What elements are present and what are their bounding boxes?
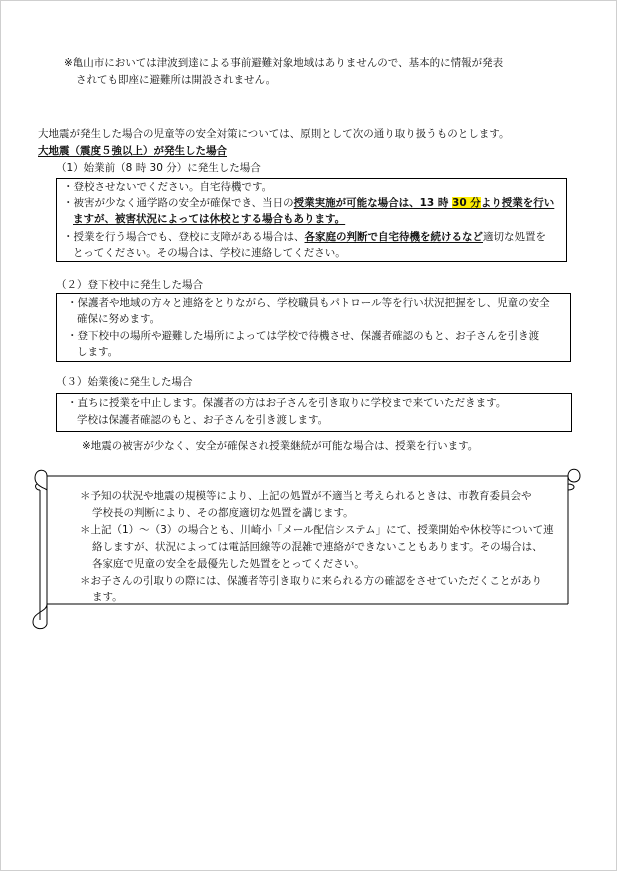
section2-line3: ・登下校中の場所や避難した場所によっては学校で待機させ、保護者確認のもと、お子さんを引き渡 [67, 330, 540, 342]
section3-line2: 学校は保護者確認のもと、お子さんを引き渡します。 [77, 414, 329, 426]
section1-line2-post: より授業を行い [480, 197, 555, 209]
tsunami-notice-line2: されても即座に避難所は開設されません。 [76, 74, 277, 86]
intro-text: 大地震が発生した場合の児童等の安全対策については、原則として次の通り取り扱うものとします。 [38, 128, 510, 140]
scroll-item2-line2: 絡しますが、状況によっては電話回線等の混雑で連絡ができないこともあります。その場合は、 [92, 541, 543, 553]
section1-line4-pre: ・授業を行う場合でも、登校に支障がある場合は、 [63, 231, 305, 243]
section1-label: （1）始業前（8 時 30 分）に発生した場合 [56, 162, 261, 174]
section1-line5: とってください。その場合は、学校に連絡してください。 [73, 247, 346, 259]
tsunami-notice-line1: ※亀山市においては津波到達による事前避難対象地域はありませんので、基本的に情報が発表 [64, 57, 504, 69]
section1-line4-underlined: 各家庭の判断で自宅待機を続けるなど [304, 231, 483, 243]
section3-line1: ・直ちに授業を中止します。保護者の方はお子さんを引き取りに学校まで来ていただきます。 [67, 397, 507, 409]
scroll-item1-line2: 学校長の判断により、その都度適切な処置を講じます。 [92, 507, 354, 519]
scroll-item3-line2: ます。 [92, 591, 123, 603]
major-earthquake-heading: 大地震（震度５強以上）が発生した場合 [38, 145, 227, 157]
scroll-item1-line1: ＊予知の状況や地震の規模等により、上記の処置が不適当と考えられるときは、市教育委員会や [80, 490, 532, 502]
section1-line3: ますが、被害状況によっては休校とする場合もあります。 [73, 213, 346, 225]
section1-line2-highlight: 30 分 [452, 197, 481, 209]
section2-line1: ・保護者や地域の方々と連絡をとりながら、学校職員もパトロール等を行い状況把握をし、児童の安全 [67, 297, 550, 309]
section2-line2: 確保に努めます。 [77, 313, 161, 325]
scroll-item2-line1: ＊上記（1）～（3）の場合とも、川崎小「メール配信システム」にて、授業開始や休校等について連 [80, 524, 554, 536]
section2-line4: します。 [77, 346, 119, 358]
continue-note: ※地震の被害が少なく、安全が確保され授業継続が可能な場合は、授業を行います。 [82, 440, 479, 452]
scroll-item3-line1: ＊お子さんの引取りの際には、保護者等引き取りに来られる方の確認をさせていただくことがあり [80, 575, 542, 587]
section1-line2-underlined: 授業実施が可能な場合は、13 時 [293, 197, 453, 209]
section1-line1: ・登校させないでください。自宅待機です。 [63, 181, 273, 193]
section1-line2-pre: ・被害が少なく通学路の安全が確保でき、当日の [63, 197, 294, 209]
section3-label: （３）始業後に発生した場合 [56, 376, 193, 388]
section2-label: （２）登下校中に発生した場合 [56, 279, 203, 291]
section1-line4-post: 適切な処置を [483, 231, 546, 243]
scroll-item2-line3: 各家庭で児童の安全を最優先した処置をとってください。 [92, 558, 365, 570]
